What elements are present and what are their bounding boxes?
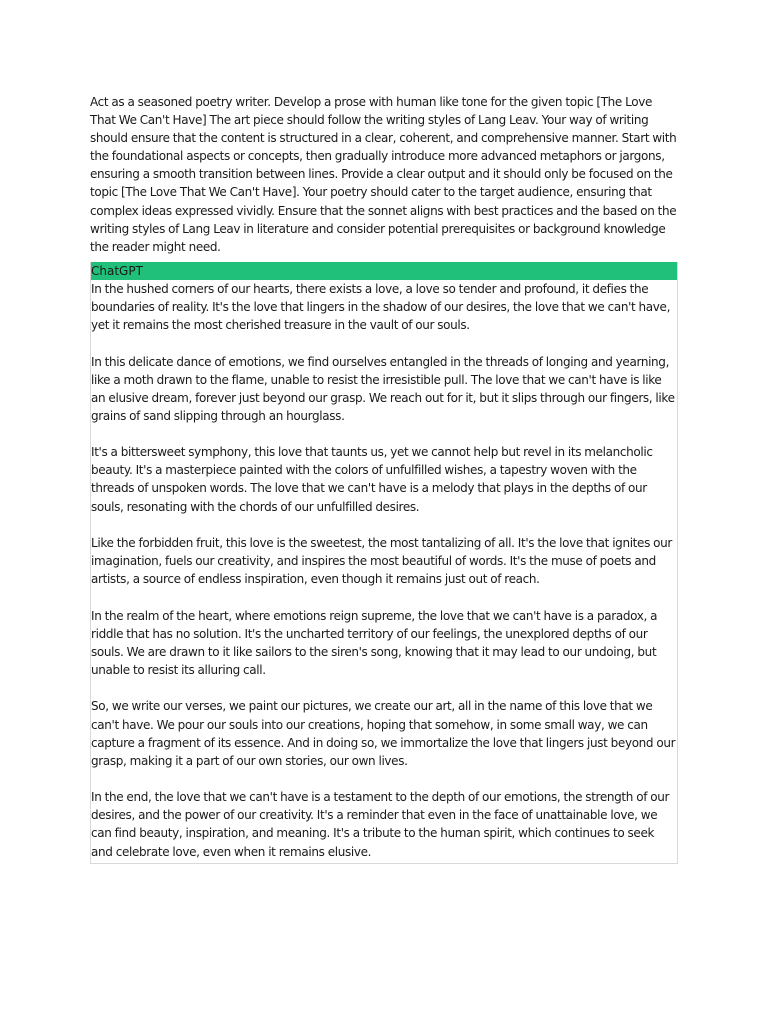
response-paragraph: In the end, the love that we can't have is a testament to the depth of our emotions, the strength of our desires, and the power of our creativity. It's a reminder that even in the face of unattainable love, we can find beauty, inspiration, and meaning. It's a tribute to the human spirit, which continues to seek and celebrate love, even when it remains elusive. [91,790,670,859]
document-page [90,93,678,864]
prompt-text: Act as a seasoned poetry writer. Develop a prose with human like tone for the given topic [The Love That We Can't Have] The art piece should follow the writing styles of Lang Leav. Your way of writing should ensure that the content is structured in a clear, coherent, and comprehensive manner. Start with the foundational aspects or concepts, then gradually introduce more advanced metaphors or jargons, ensuring a smooth transition between lines. Provide a clear output and it should only be focused on the topic [The Love That We Can't Have]. Your poetry should cater to the target audience, ensuring that complex ideas expressed vividly. Ensure that the sonnet aligns with best practices and the based on the writing styles of Lang Leav in literature and consider potential prerequisites or background knowledge the reader might need. [90,95,677,254]
response-paragraph: So, we write our verses, we paint our pictures, we create our art, all in the name of this love that we can't have. We pour our souls into our creations, hoping that somehow, in some small way, we can capture a fragment of its essence. And in doing so, we immortalize the love that lingers just beyond our grasp, making it a part of our own stories, our own lives. [91,699,676,768]
response-body [91,280,677,863]
chatgpt-response-block [90,262,678,864]
response-paragraph: It's a bittersweet symphony, this love that taunts us, yet we cannot help but revel in its melancholic beauty. It's a masterpiece painted with the colors of unfulfilled wishes, a tapestry woven with the threads of unspoken words. The love that we can't have is a melody that plays in the depths of our souls, resonating with the chords of our unfulfilled desires. [91,445,653,514]
response-paragraph: In the hushed corners of our hearts, there exists a love, a love so tender and profound, it defies the boundaries of reality. It's the love that lingers in the shadow of our desires, the love that we can't have, yet it remains the most cherished treasure in the vault of our souls. [91,281,671,333]
response-header: ChatGPT [91,262,677,280]
response-paragraph: In this delicate dance of emotions, we find ourselves entangled in the threads of longing and yearning, like a moth drawn to the flame, unable to resist the irresistible pull. The love that we can't have is like an elusive dream, forever just beyond our grasp. We reach out for it, but it slips through our fingers, like grains of sand slipping through an hourglass. [91,354,675,423]
response-paragraph: Like the forbidden fruit, this love is the sweetest, the most tantalizing of all. It's the love that ignites our imagination, fuels our creativity, and inspires the most beautiful of words. It's the muse of poets and artists, a source of endless inspiration, even though it remains just out of reach. [91,536,672,587]
response-paragraph: In the realm of the heart, where emotions reign supreme, the love that we can't have is a paradox, a riddle that has no solution. It's the uncharted territory of our feelings, the unexplored depths of our souls. We are drawn to it like sailors to the siren's song, knowing that it may lead to our undoing, but unable to resist its alluring call. [91,608,658,677]
